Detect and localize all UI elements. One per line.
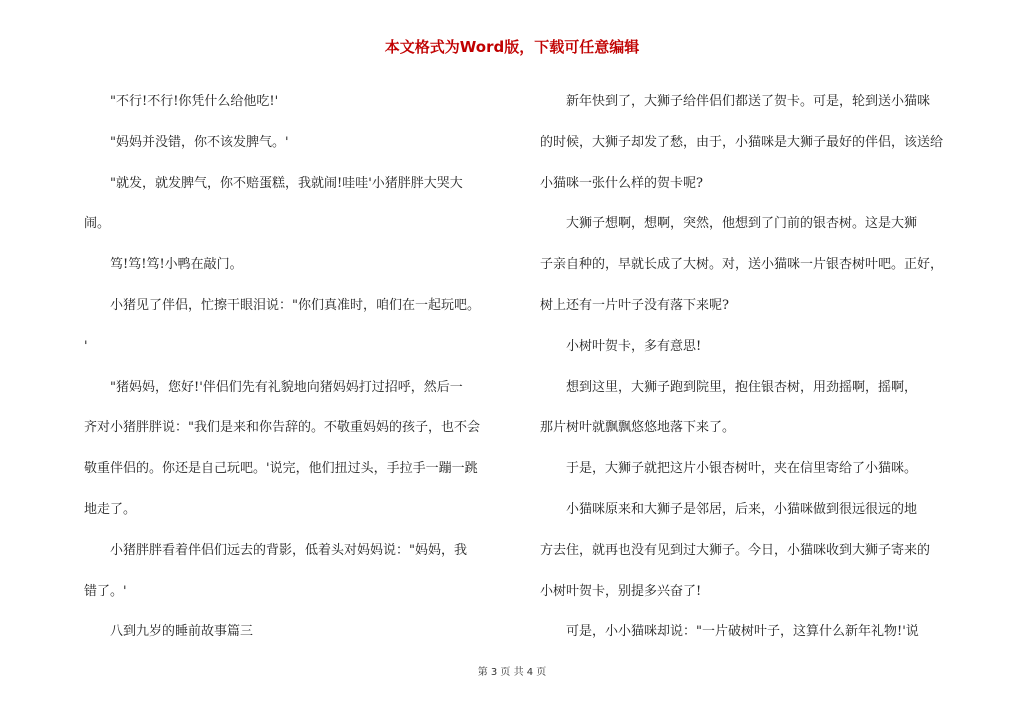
- text-line: 方去住，就再也没有见到过大狮子。今日，小猫咪收到大狮子寄来的: [540, 542, 931, 558]
- text-line: 于是，大狮子就把这片小银杏树叶，夹在信里寄给了小猫咪。: [540, 461, 918, 477]
- text-line: 小猪胖胖看着伴侣们远去的背影，低着头对妈妈说："妈妈，我: [84, 542, 467, 558]
- text-line: 小猪见了伴侣，忙擦干眼泪说："你们真准时，咱们在一起玩吧。: [84, 297, 480, 313]
- text-line: 错了。': [84, 583, 127, 599]
- text-line: 子亲自种的，早就长成了大树。对，送小猫咪一片银杏树叶吧。正好，: [540, 257, 944, 273]
- text-line: "就发，就发脾气，你不赔蛋糕，我就闹!哇哇'小猪胖胖大哭大: [84, 175, 463, 191]
- text-line: 齐对小猪胖胖说："我们是来和你告辞的。不敬重妈妈的孩子，也不会: [84, 420, 480, 436]
- text-line: "妈妈并没错，你不该发脾气。': [84, 134, 289, 150]
- text-line: 八到九岁的睡前故事篇三: [84, 624, 254, 640]
- text-line: "猪妈妈，您好!'伴侣们先有礼貌地向猪妈妈打过招呼，然后一: [84, 379, 463, 395]
- page-number: 第 3 页 共 4 页: [477, 667, 547, 678]
- text-line: 闹。: [84, 216, 111, 232]
- text-line: 大狮子想啊，想啊，突然，他想到了门前的银杏树。这是大狮: [540, 216, 918, 232]
- text-line: 小猫咪原来和大狮子是邻居，后来，小猫咪做到很远很远的地: [540, 501, 918, 517]
- text-line: 新年快到了，大狮子给伴侣们都送了贺卡。可是，轮到送小猫咪: [540, 94, 931, 109]
- text-line: 地走了。: [84, 501, 137, 517]
- document-banner: 本文格式为Word版，下载可任意编辑: [384, 38, 640, 56]
- right-column: [540, 82, 968, 653]
- text-line: "不行!不行!你凭什么给他吃!': [84, 94, 279, 109]
- text-line: 可是，小小猫咪却说："一片破树叶子，这算什么新年礼物!'说: [540, 624, 919, 640]
- text-line: 小树叶贺卡，别提多兴奋了!: [540, 583, 702, 599]
- left-column: [84, 82, 512, 653]
- text-line: 笃!笃!笃!小鸭在敲门。: [84, 257, 243, 273]
- text-line: 小猫咪一张什么样的贺卡呢?: [540, 175, 703, 191]
- text-line: ': [84, 338, 88, 354]
- text-line: 那片树叶就飘飘悠悠地落下来了。: [540, 420, 736, 436]
- text-line: 小树叶贺卡，多有意思!: [540, 338, 702, 354]
- text-line: 树上还有一片叶子没有落下来呢?: [540, 297, 729, 313]
- text-line: 的时候，大狮子却发了愁，由于，小猫咪是大狮子最好的伴侣，该送给: [540, 134, 944, 150]
- text-line: 敬重伴侣的。你还是自己玩吧。'说完，他们扭过头，手拉手一蹦一跳: [84, 461, 478, 477]
- text-line: 想到这里，大狮子跑到院里，抱住银杏树，用劲摇啊，摇啊，: [540, 379, 918, 395]
